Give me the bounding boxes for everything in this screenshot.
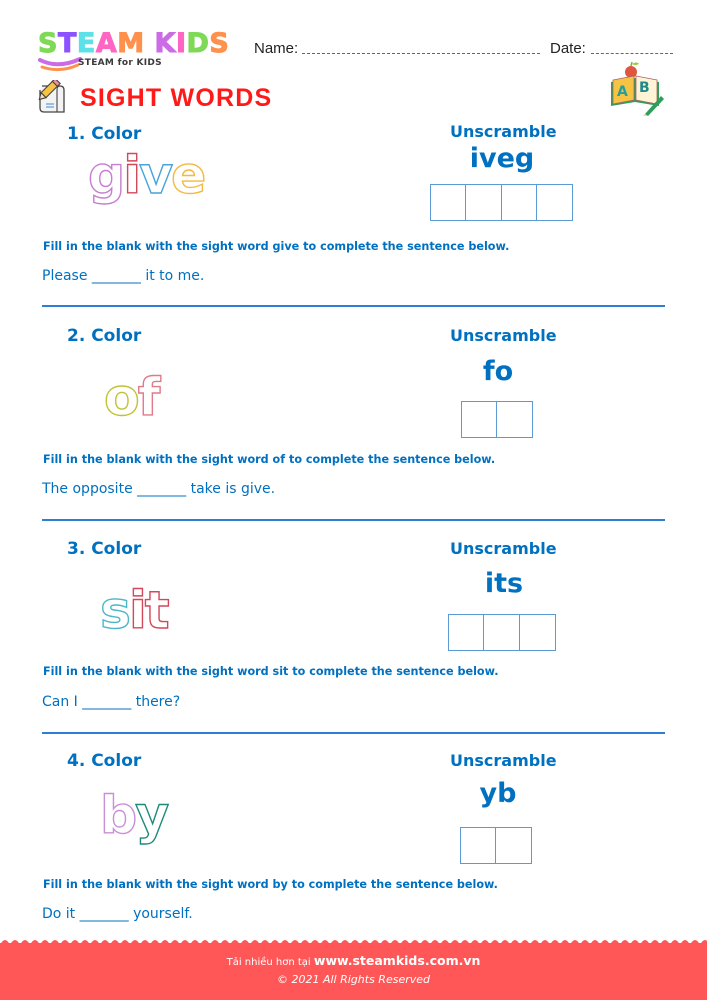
exercise-2-instruction: Fill in the blank with the sight word of to complete the sentence below. xyxy=(43,453,496,466)
logo-letter: E xyxy=(76,28,96,59)
outline-letter[interactable]: t xyxy=(144,581,168,641)
logo-letter: M xyxy=(117,28,145,59)
exercise-3-answer-boxes[interactable] xyxy=(449,614,556,651)
letter-box[interactable] xyxy=(496,401,533,438)
letter-box[interactable] xyxy=(536,184,573,221)
exercise-3-color-label: 3. Color xyxy=(67,539,142,559)
exercise-2-answer-boxes[interactable] xyxy=(462,401,533,438)
outline-letter[interactable]: i xyxy=(128,581,145,641)
exercise-3-outline-word[interactable] xyxy=(100,581,168,641)
footer-copyright: © 2021 All Rights Reserved xyxy=(276,973,430,986)
exercise-3-sentence: Can I _______ there? xyxy=(42,694,181,710)
outline-letter[interactable]: g xyxy=(88,146,124,206)
letter-box[interactable] xyxy=(501,184,538,221)
letter-box[interactable] xyxy=(430,184,467,221)
letter-box[interactable] xyxy=(519,614,556,651)
logo-letter: A xyxy=(95,28,118,59)
abc-book-icon xyxy=(605,60,665,116)
page-title: SIGHT WORDS xyxy=(80,84,273,112)
logo-swoosh-icon xyxy=(38,57,83,73)
exercise-4-answer-boxes[interactable] xyxy=(461,827,532,864)
exercise-4-unscramble-label: Unscramble xyxy=(450,751,557,770)
exercise-1-color-label: 1. Color xyxy=(67,124,142,144)
outline-letter[interactable]: i xyxy=(123,146,140,206)
letter-box[interactable] xyxy=(465,184,502,221)
logo-letter: I xyxy=(175,28,187,59)
letter-box[interactable] xyxy=(461,401,498,438)
logo-letter: T xyxy=(57,28,77,59)
footer-url-link[interactable]: www.steamkids.com.vn xyxy=(313,953,481,968)
outline-letter[interactable]: b xyxy=(100,786,136,846)
divider xyxy=(42,305,665,307)
outline-letter[interactable]: o xyxy=(104,368,138,428)
letter-box[interactable] xyxy=(495,827,532,864)
exercise-2-outline-word[interactable] xyxy=(104,368,159,428)
outline-letter[interactable]: s xyxy=(100,581,129,641)
exercise-2-sentence: The opposite _______ take is give. xyxy=(42,481,276,497)
name-label: Name: xyxy=(254,40,299,57)
logo-subtitle: STEAM for KIDS xyxy=(78,58,162,68)
exercise-3-unscramble-label: Unscramble xyxy=(450,539,557,558)
exercise-1-outline-word[interactable] xyxy=(88,146,205,206)
logo-letter xyxy=(145,30,155,58)
svg-text:A: A xyxy=(617,84,628,100)
svg-text:B: B xyxy=(639,80,650,96)
exercise-1-sentence: Please _______ it to me. xyxy=(42,268,205,284)
exercise-3-instruction: Fill in the blank with the sight word sit to complete the sentence below. xyxy=(43,665,499,678)
exercise-1-instruction: Fill in the blank with the sight word give to complete the sentence below. xyxy=(43,240,510,253)
logo-wordmark xyxy=(38,30,238,58)
exercise-2-color-label: 2. Color xyxy=(67,326,142,346)
exercise-3-scrambled-word: its xyxy=(484,568,524,599)
divider xyxy=(42,732,665,734)
name-field[interactable] xyxy=(302,53,540,54)
exercise-4-outline-word[interactable] xyxy=(100,786,168,846)
scallop-border xyxy=(0,935,707,945)
exercise-4-sentence: Do it _______ yourself. xyxy=(42,906,193,922)
steam-kids-logo xyxy=(38,30,238,80)
footer-download-text xyxy=(0,953,707,968)
date-label: Date: xyxy=(550,40,586,57)
date-field[interactable] xyxy=(591,53,673,54)
exercise-1-scrambled-word: iveg xyxy=(469,143,535,174)
logo-letter: S xyxy=(209,28,230,59)
outline-letter[interactable]: v xyxy=(139,146,171,206)
exercise-4-color-label: 4. Color xyxy=(67,751,142,771)
outline-letter[interactable]: f xyxy=(137,368,159,428)
exercise-1-answer-boxes[interactable] xyxy=(431,184,573,221)
divider xyxy=(42,519,665,521)
outline-letter[interactable]: y xyxy=(135,786,168,846)
logo-letter: S xyxy=(38,28,58,59)
pencil-paper-icon xyxy=(34,80,68,116)
exercise-1-unscramble-label: Unscramble xyxy=(450,122,557,141)
letter-box[interactable] xyxy=(448,614,485,651)
letter-box[interactable] xyxy=(460,827,497,864)
exercise-4-scrambled-word: yb xyxy=(479,778,517,809)
exercise-2-scrambled-word: fo xyxy=(482,356,514,387)
exercise-4-instruction: Fill in the blank with the sight word by to complete the sentence below. xyxy=(43,878,498,891)
letter-box[interactable] xyxy=(483,614,520,651)
outline-letter[interactable]: e xyxy=(170,146,205,206)
footer-prefix: Tải nhiều hơn tại xyxy=(226,957,314,968)
logo-letter: D xyxy=(186,28,210,59)
footer xyxy=(0,943,707,1000)
logo-letter: K xyxy=(154,28,176,59)
exercise-2-unscramble-label: Unscramble xyxy=(450,326,557,345)
